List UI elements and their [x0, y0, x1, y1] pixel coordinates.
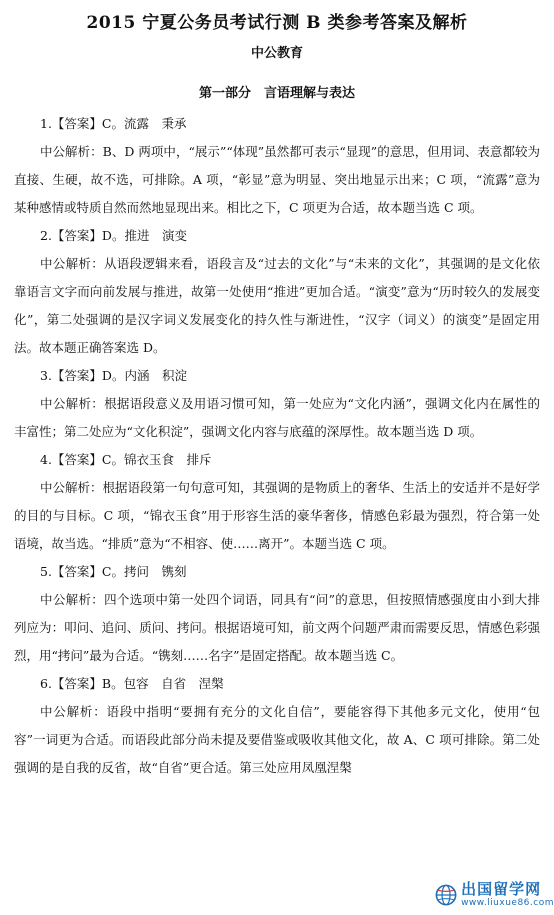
- answer-line: 3.【答案】D。内涵 积淀: [40, 368, 187, 383]
- question-3: [14, 362, 540, 446]
- section-title: 第一部分 言语理解与表达: [198, 86, 355, 101]
- explanation-text: 中公解析：根据语段第一句句意可知，其强调的是物质上的奢华、生活上的安适并不是好学的目的与目标。C 项，“锦衣玉食”用于形容生活的豪华奢侈，情感色彩最为强烈，符合第一处语境，故当选。“排质”意为“不相容、使……离开”。本题当选 C 项。: [14, 480, 541, 551]
- watermark-url: www.liuxue86.com: [461, 898, 554, 908]
- question-1: [14, 110, 540, 222]
- explanation-text: 中公解析：从语段逻辑来看，语段言及“过去的文化”与“未来的文化”，其强调的是文化依靠语言文字而向前发展与推进，故第一处使用“推进”更加合适。“演变”意为“历时较久的发展变化”，第二处强调的是汉字词义发展变化的持久性与渐进性，“汉字（词义）的演变”是固定用法。故本题正确答案选 D。: [14, 256, 540, 355]
- answer-line: 1.【答案】C。流露 秉承: [40, 116, 187, 131]
- document-title: 2015 宁夏公务员考试行测 B 类参考答案及解析: [86, 13, 468, 33]
- document-organization: 中公教育: [250, 46, 303, 61]
- globe-logo-icon: [434, 880, 458, 910]
- answer-line: 5.【答案】C。拷问 镌刻: [40, 564, 187, 579]
- question-5: [14, 558, 540, 670]
- explanation-text: 中公解析：四个选项中第一处四个词语，同具有“问”的意思，但按照情感强度由小到大排列应为：叩问、追问、质问、拷问。根据语境可知，前文两个问题严肃而需要反思，情感色彩强烈，用“拷问”最为合适。“镌刻……名字”是固定搭配。故本题当选 C。: [14, 592, 540, 663]
- explanation-text: 中公解析：B、D 两项中，“展示”“体现”虽然都可表示“显现”的意思，但用词、表意都较为直接、生硬，故不选，可排除。A 项，“彰显”意为明显、突出地显示出来；C 项，“流露”意为某种感情或特质自然而然地显现出来。相比之下，C 项更为合适，故本题当选 C 项。: [14, 144, 540, 215]
- question-4: [14, 446, 540, 558]
- watermark-name: 出国留学网: [461, 880, 542, 898]
- watermark-logo: [432, 875, 554, 915]
- question-6: [14, 670, 540, 782]
- explanation-text: 中公解析：根据语段意义及用语习惯可知，第一处应为“文化内涵”，强调文化内在属性的丰富性；第二处应为“文化积淀”，强调文化内容与底蕴的深厚性。故本题当选 D 项。: [14, 396, 540, 439]
- answer-line: 4.【答案】C。锦衣玉食 排斥: [40, 452, 212, 467]
- answer-line: 6.【答案】B。包容 自省 涅槃: [40, 676, 224, 691]
- explanation-text: 中公解析：语段中指明“要拥有充分的文化自信”，要能容得下其他多元文化，使用“包容”一词更为合适。而语段此部分尚未提及要借鉴或吸收其他文化，故 A、C 项可排除。第二处强调的是自我的反省，故“自省”更合适。第三处应用凤凰涅槃: [14, 704, 540, 775]
- question-2: [14, 222, 540, 362]
- answer-line: 2.【答案】D。推进 演变: [40, 228, 187, 243]
